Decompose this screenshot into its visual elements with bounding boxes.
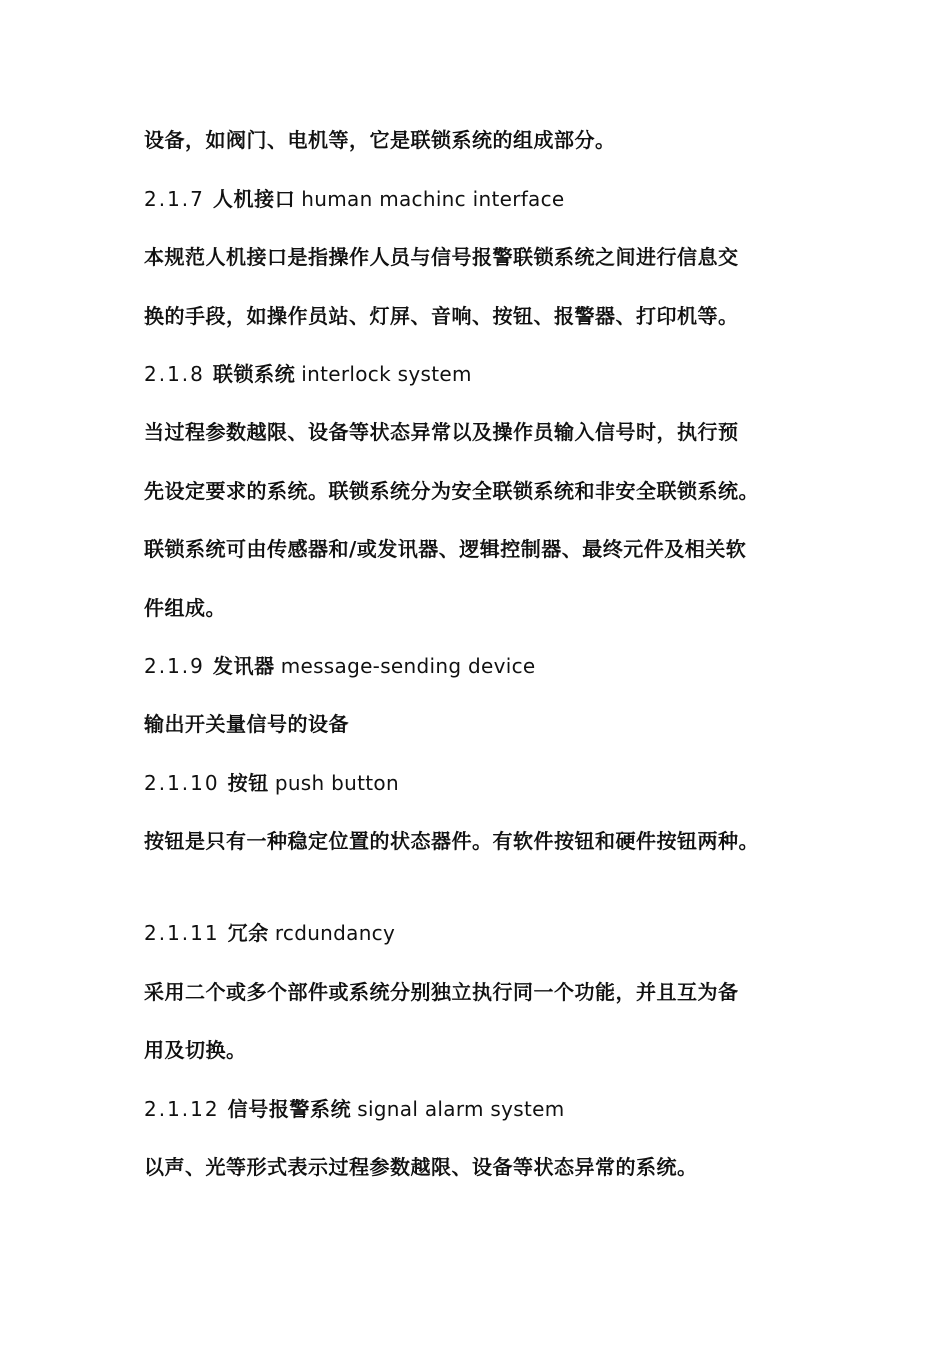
paragraph-line: 设备，如阀门、电机等，它是联锁系统的组成部分。 (144, 128, 616, 152)
paragraph-line: 用及切换。 (144, 1038, 247, 1062)
paragraph-line: 先设定要求的系统。联锁系统分为安全联锁系统和非安全联锁系统。 (144, 479, 759, 503)
term-chinese: 信号报警系统 (227, 1097, 352, 1121)
term-chinese: 发讯器 (212, 654, 275, 678)
section-number: 2.1.7 (144, 187, 205, 211)
term-chinese: 联锁系统 (212, 362, 296, 386)
section-number: 2.1.8 (144, 362, 205, 386)
term-english: push button (274, 771, 399, 795)
section-number: 2.1.11 (144, 921, 220, 945)
paragraph-line: 以声、光等形式表示过程参数越限、设备等状态异常的系统。 (144, 1155, 698, 1179)
section-heading-2-1-12 (144, 1094, 824, 1124)
paragraph-line: 件组成。 (144, 596, 226, 620)
term-english: message-sending device (280, 654, 536, 678)
term-english: human machinc interface (301, 187, 565, 211)
paragraph-line: 输出开关量信号的设备 (144, 712, 349, 736)
term-english: signal alarm system (357, 1097, 565, 1121)
paragraph-line: 按钮是只有一种稳定位置的状态器件。有软件按钮和硬件按钮两种。 (144, 829, 759, 853)
term-english: interlock system (301, 362, 472, 386)
section-heading-2-1-9 (144, 651, 824, 681)
section-heading-2-1-11 (144, 918, 824, 948)
section-number: 2.1.12 (144, 1097, 220, 1121)
paragraph-line: 本规范人机接口是指操作人员与信号报警联锁系统之间进行信息交 (144, 245, 739, 269)
section-heading-2-1-10 (144, 768, 824, 798)
section-number: 2.1.9 (144, 654, 205, 678)
paragraph-line: 换的手段，如操作员站、灯屏、音响、按钮、报警器、打印机等。 (144, 304, 739, 328)
section-number: 2.1.10 (144, 771, 220, 795)
paragraph-line: 联锁系统可由传感器和/或发讯器、逻辑控制器、最终元件及相关软 (144, 537, 747, 561)
section-heading-2-1-8 (144, 359, 824, 389)
paragraph-line: 采用二个或多个部件或系统分别独立执行同一个功能，并且互为备 (144, 980, 739, 1004)
section-heading-2-1-7 (144, 184, 824, 214)
term-chinese: 按钮 (227, 771, 269, 795)
paragraph-line: 当过程参数越限、设备等状态异常以及操作员输入信号时，执行预 (144, 420, 739, 444)
term-chinese: 人机接口 (212, 187, 296, 211)
term-chinese: 冗余 (227, 921, 269, 945)
term-english: rcdundancy (274, 921, 396, 945)
